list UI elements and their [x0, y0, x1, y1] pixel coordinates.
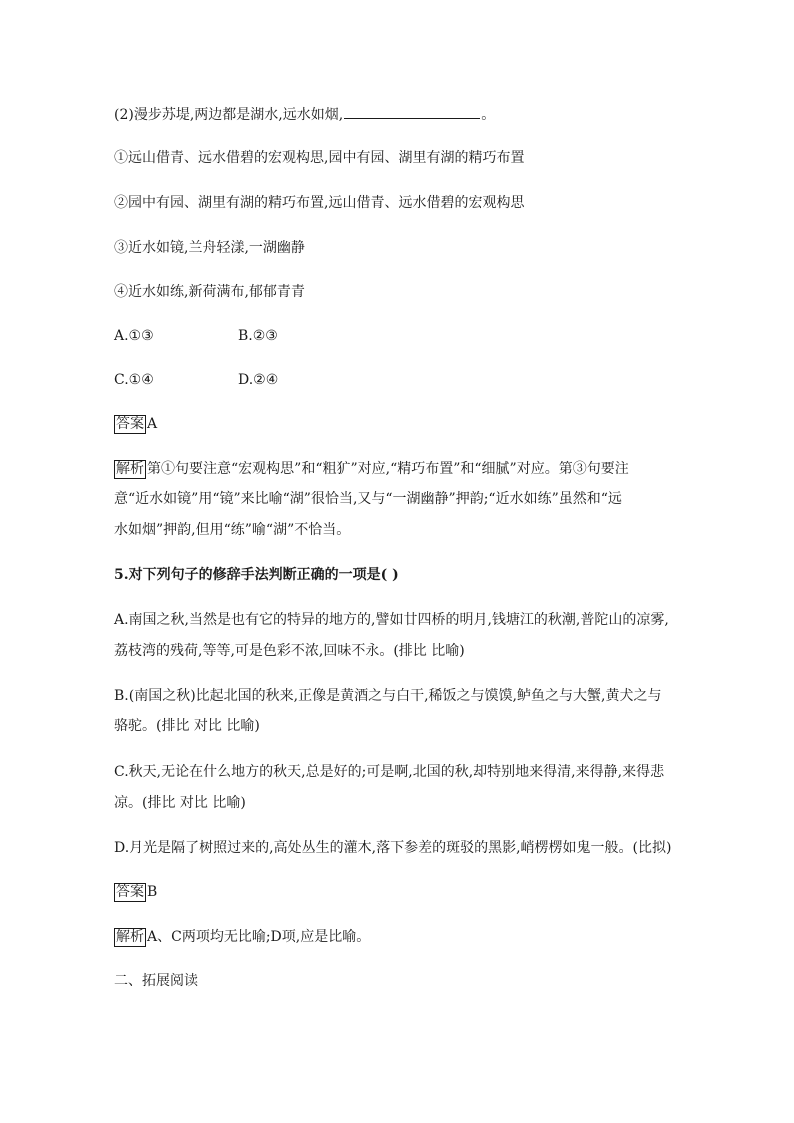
q4-item-4: ④近水如练,新荷满布,郁郁青青: [114, 284, 305, 300]
q5-option-b-line-2: 骆驼。(排比 对比 比喻): [114, 718, 260, 734]
q5-option-c-line-1: C.秋天,无论在什么地方的秋天,总是好的;可是啊,北国的秋,却特别地来得清,来得静,来得悲: [114, 764, 665, 780]
q5-answer-line: [114, 882, 157, 902]
q4-part2-line: [114, 104, 495, 125]
q4-answer-value: A: [147, 416, 158, 432]
q5-option-a-line-1: A.南国之秋,当然是也有它的特异的地方的,譬如廿四桥的明月,钱塘江的秋潮,普陀山的凉雾,: [114, 612, 669, 628]
q4-analysis-line-1: [114, 459, 629, 479]
answer-blank: [344, 104, 480, 119]
q5-option-c-line-2: 凉。(排比 对比 比喻): [114, 795, 246, 811]
q4-part2-prefix: (2)漫步苏堤,两边都是湖水,远水如烟,: [114, 107, 344, 123]
q5-stem: 5.对下列句子的修辞手法判断正确的一项是( ): [114, 567, 399, 583]
q4-item-2: ②园中有园、湖里有湖的精巧布置,远山借青、远水借碧的宏观构思: [114, 195, 525, 211]
q5-analysis-line: [114, 927, 370, 947]
q5-option-d-line-1: D.月光是隔了树照过来的,高处丛生的灌木,落下参差的斑驳的黑影,峭楞楞如鬼一般。(比拟): [114, 840, 672, 856]
section-2-title: 二、拓展阅读: [114, 973, 198, 989]
q4-item-1: ①远山借青、远水借碧的宏观构思,园中有园、湖里有湖的精巧布置: [114, 150, 525, 166]
q4-answer-line: [114, 414, 157, 434]
answer-label: 答案: [116, 416, 144, 432]
q4-part2-suffix: 。: [481, 107, 496, 123]
q4-option-c: C.①④: [114, 372, 154, 388]
answer-label: 答案: [116, 884, 144, 900]
q4-analysis-line-2: 意“近水如镜”用“镜”来比喻“湖”很恰当,又与“一湖幽静”押韵;“近水如练”虽然和“远: [114, 491, 622, 507]
q4-option-b: B.②③: [238, 328, 278, 344]
q4-analysis-text-1: 第①句要注意“宏观构思”和“粗犷”对应,“精巧布置”和“细腻”对应。第③句要注: [147, 461, 629, 477]
q5-option-a-line-2: 荔枝湾的残荷,等等,可是色彩不浓,回味不永。(排比 比喻): [114, 643, 465, 659]
q4-item-3: ③近水如镜,兰舟轻漾,一湖幽静: [114, 240, 305, 256]
q4-option-d: D.②④: [238, 372, 279, 388]
analysis-label: 解析: [116, 461, 144, 477]
q4-option-a: A.①③: [114, 328, 154, 344]
q5-option-b-line-1: B.(南国之秋)比起北国的秋来,正像是黄酒之与白干,稀饭之与馍馍,鲈鱼之与大蟹,黄犬之与: [114, 688, 662, 704]
q5-analysis-text: A、C两项均无比喻;D项,应是比喻。: [147, 929, 371, 945]
q4-analysis-line-3: 水如烟”押韵,但用“练”喻“湖”不恰当。: [114, 522, 351, 538]
q5-answer-value: B: [147, 884, 158, 900]
analysis-label: 解析: [116, 929, 144, 945]
